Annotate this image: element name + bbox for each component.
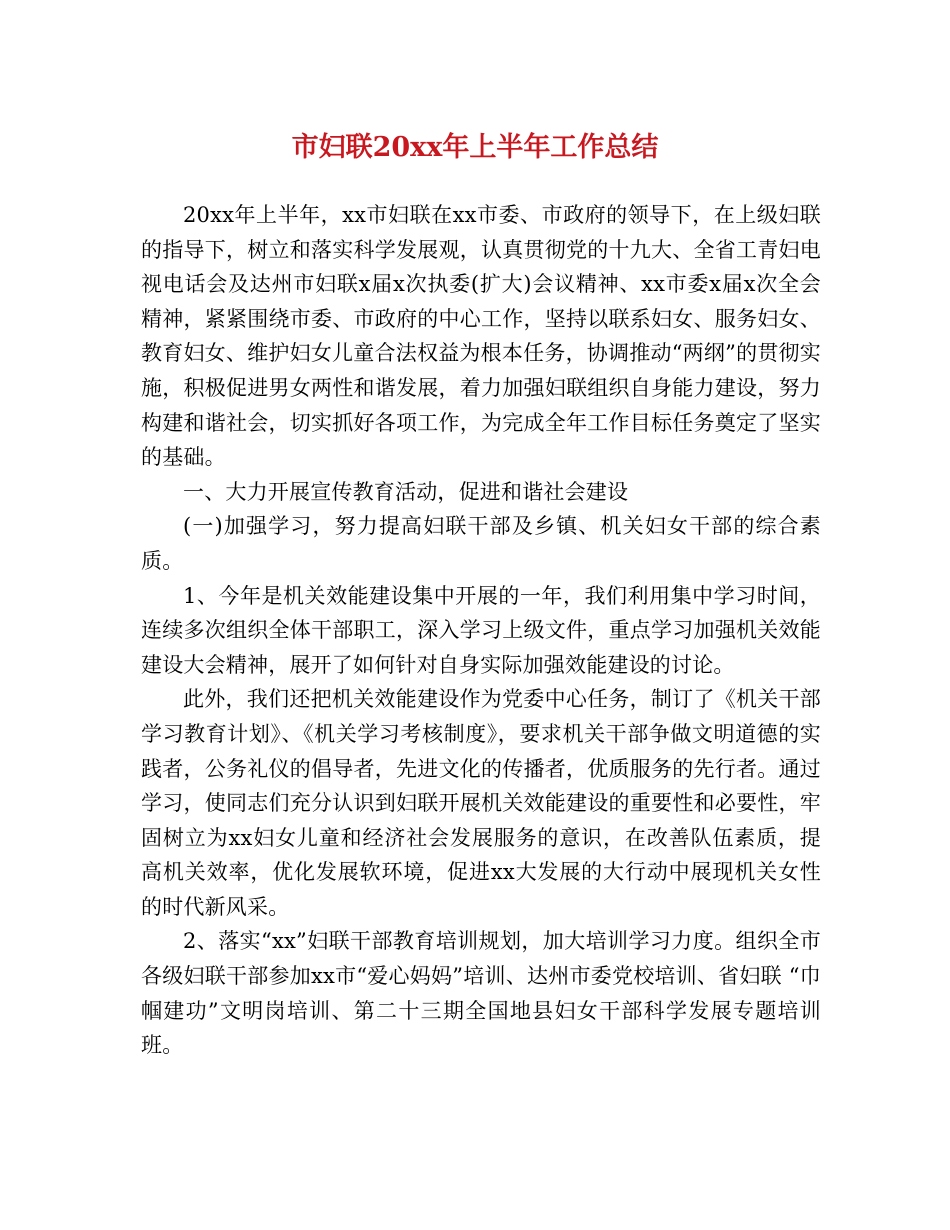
paragraph-additional: 此外，我们还把机关效能建设作为党委中心任务，制订了《机关干部学习教育计划》、《机关学习考核制度》，要求机关干部争做文明道德的实践者，公务礼仪的倡导者，先进文化的传播者，优质服务的先行者。通过学习，使同志们充分认识到妇联开展机关效能建设的重要性和必要性，牢固树立为xx妇女儿童和经济社会发展服务的意识，在改善队伍素质，提高机关效率，优化发展软环境，促进xx大发展的大行动中展现机关女性的时代新风采。	[141, 687, 821, 919]
paragraph-item-2: 2、落实“xx”妇联干部教育培训规划，加大培训学习力度。组织全市各级妇联干部参加xx市“爱心妈妈”培训、达州市委党校培训、省妇联 “巾帼建功”文明岗培训、第二十三期全国地县妇女干部科学发展专题培训班。	[141, 929, 821, 1058]
document-body	[141, 198, 821, 1063]
paragraph-intro: 20xx年上半年，xx市妇联在xx市委、市政府的领导下，在上级妇联的指导下，树立和落实科学发展观，认真贯彻党的十九大、全省工青妇电视电话会及达州市妇联x届x次执委(扩大)会议精神、xx市委x届x次全会精神，紧紧围绕市委、市政府的中心工作，坚持以联系妇女、服务妇女、教育妇女、维护妇女儿童合法权益为根本任务，协调推动“两纲”的贯彻实施，积极促进男女两性和谐发展，着力加强妇联组织自身能力建设，努力构建和谐社会，切实抓好各项工作，为完成全年工作目标任务奠定了坚实的基础。	[141, 203, 821, 470]
section-heading-1: 一、大力开展宣传教育活动，促进和谐社会建设	[183, 479, 629, 504]
document-title: 市妇联20xx年上半年工作总结	[291, 132, 659, 163]
subsection-heading-1: (一)加强学习，努力提高妇联干部及乡镇、机关妇女干部的综合素质。	[141, 514, 821, 573]
paragraph-item-1: 1、今年是机关效能建设集中开展的一年，我们利用集中学习时间，连续多次组织全体干部职工，深入学习上级文件，重点学习加强机关效能建设大会精神，展开了如何针对自身实际加强效能建设的讨论。	[141, 583, 821, 677]
